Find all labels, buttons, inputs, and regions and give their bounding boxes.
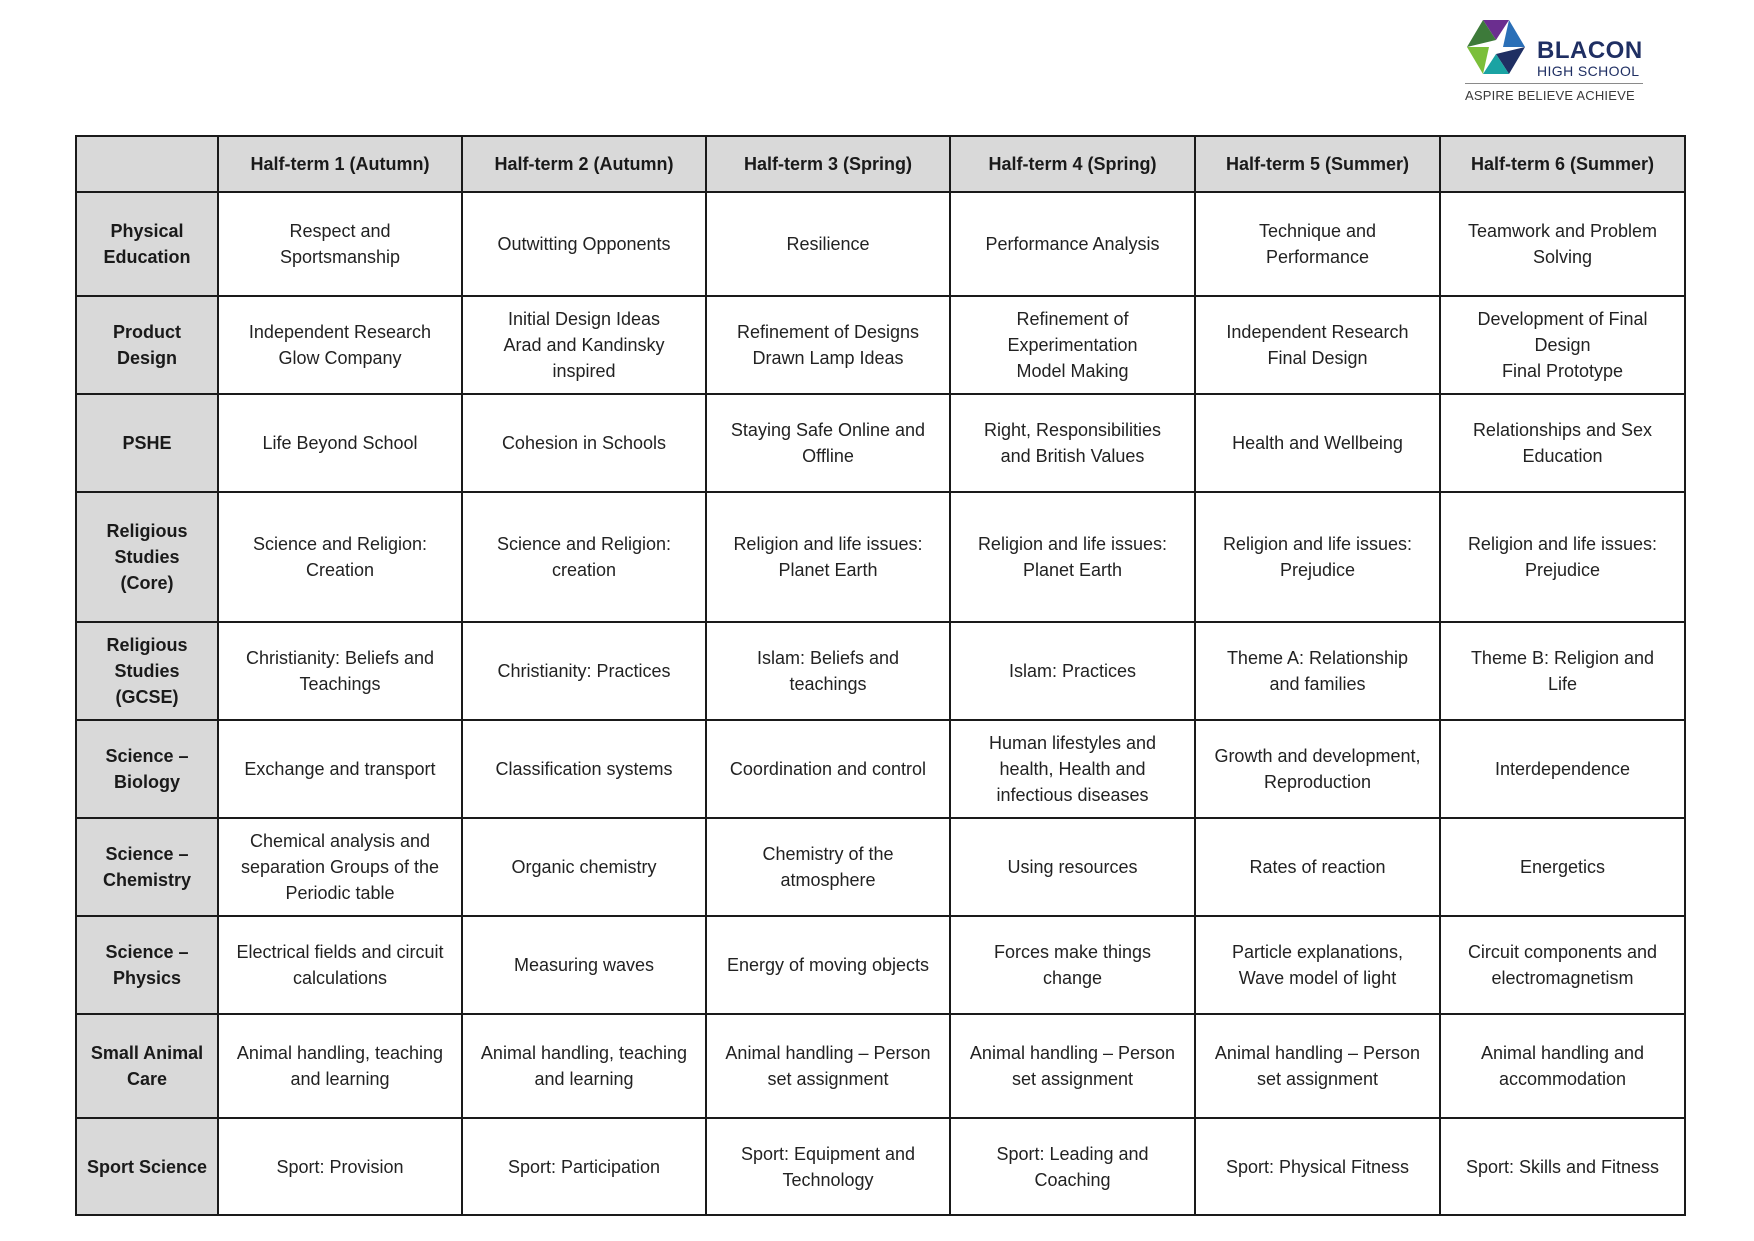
topic-cell: Relationships and Sex Education [1440, 394, 1685, 492]
header-half-term-4: Half-term 4 (Spring) [950, 136, 1195, 192]
topic-cell: Classification systems [462, 720, 706, 818]
table-row [76, 296, 1685, 394]
subject-label: Physical Education [76, 192, 218, 296]
school-logo [1465, 18, 1645, 108]
topic-cell: Religion and life issues: Prejudice [1440, 492, 1685, 622]
topic-cell: Growth and development, Reproduction [1195, 720, 1440, 818]
topic-cell: Religion and life issues: Prejudice [1195, 492, 1440, 622]
topic-cell: Animal handling – Person set assignment [706, 1014, 950, 1118]
topic-cell: Teamwork and Problem Solving [1440, 192, 1685, 296]
topic-cell: Animal handling – Person set assignment [950, 1014, 1195, 1118]
subject-label: Science – Chemistry [76, 818, 218, 916]
subject-label: Religious Studies (Core) [76, 492, 218, 622]
topic-cell: Chemical analysis and separation Groups of the Periodic table [218, 818, 462, 916]
topic-cell: Science and Religion: Creation [218, 492, 462, 622]
subject-label: Product Design [76, 296, 218, 394]
header-half-term-1: Half-term 1 (Autumn) [218, 136, 462, 192]
subject-label: Small Animal Care [76, 1014, 218, 1118]
subject-label: Science – Biology [76, 720, 218, 818]
topic-cell: Human lifestyles and health, Health and infectious diseases [950, 720, 1195, 818]
topic-cell: Measuring waves [462, 916, 706, 1014]
subject-label: Religious Studies (GCSE) [76, 622, 218, 720]
table-row [76, 492, 1685, 622]
topic-cell: Chemistry of the atmosphere [706, 818, 950, 916]
topic-cell: Sport: Provision [218, 1118, 462, 1215]
topic-cell: Using resources [950, 818, 1195, 916]
topic-cell: Sport: Skills and Fitness [1440, 1118, 1685, 1215]
topic-cell: Islam: Practices [950, 622, 1195, 720]
topic-cell: Initial Design Ideas Arad and Kandinsky inspired [462, 296, 706, 394]
topic-cell: Technique and Performance [1195, 192, 1440, 296]
topic-cell: Animal handling, teaching and learning [218, 1014, 462, 1118]
table-row [76, 192, 1685, 296]
topic-cell: Resilience [706, 192, 950, 296]
topic-cell: Theme B: Religion and Life [1440, 622, 1685, 720]
header-half-term-6: Half-term 6 (Summer) [1440, 136, 1685, 192]
topic-cell: Animal handling and accommodation [1440, 1014, 1685, 1118]
topic-cell: Forces make things change [950, 916, 1195, 1014]
topic-cell: Health and Wellbeing [1195, 394, 1440, 492]
topic-cell: Electrical fields and circuit calculations [218, 916, 462, 1014]
table-row [76, 1118, 1685, 1215]
topic-cell: Energetics [1440, 818, 1685, 916]
topic-cell: Rates of reaction [1195, 818, 1440, 916]
topic-cell: Respect and Sportsmanship [218, 192, 462, 296]
topic-cell: Cohesion in Schools [462, 394, 706, 492]
table-row [76, 622, 1685, 720]
topic-cell: Science and Religion: creation [462, 492, 706, 622]
table-row [76, 1014, 1685, 1118]
topic-cell: Circuit components and electromagnetism [1440, 916, 1685, 1014]
topic-cell: Exchange and transport [218, 720, 462, 818]
topic-cell: Religion and life issues: Planet Earth [950, 492, 1195, 622]
header-half-term-2: Half-term 2 (Autumn) [462, 136, 706, 192]
topic-cell: Refinement of Experimentation Model Making [950, 296, 1195, 394]
topic-cell: Development of Final Design Final Prototype [1440, 296, 1685, 394]
topic-cell: Performance Analysis [950, 192, 1195, 296]
topic-cell: Right, Responsibilities and British Values [950, 394, 1195, 492]
topic-cell: Islam: Beliefs and teachings [706, 622, 950, 720]
topic-cell: Refinement of Designs Drawn Lamp Ideas [706, 296, 950, 394]
topic-cell: Sport: Leading and Coaching [950, 1118, 1195, 1215]
hexagon-logo-icon [1465, 18, 1527, 76]
school-name: BLACON [1537, 37, 1643, 64]
topic-cell: Independent Research Glow Company [218, 296, 462, 394]
subject-label: Science – Physics [76, 916, 218, 1014]
topic-cell: Christianity: Beliefs and Teachings [218, 622, 462, 720]
subject-label: PSHE [76, 394, 218, 492]
topic-cell: Sport: Participation [462, 1118, 706, 1215]
table-row [76, 720, 1685, 818]
topic-cell: Coordination and control [706, 720, 950, 818]
school-tagline: ASPIRE BELIEVE ACHIEVE [1465, 88, 1635, 103]
corner-cell [76, 136, 218, 192]
topic-cell: Theme A: Relationship and families [1195, 622, 1440, 720]
table-row [76, 818, 1685, 916]
header-half-term-3: Half-term 3 (Spring) [706, 136, 950, 192]
topic-cell: Animal handling, teaching and learning [462, 1014, 706, 1118]
topic-cell: Life Beyond School [218, 394, 462, 492]
topic-cell: Particle explanations, Wave model of light [1195, 916, 1440, 1014]
table-row [76, 394, 1685, 492]
topic-cell: Energy of moving objects [706, 916, 950, 1014]
topic-cell: Staying Safe Online and Offline [706, 394, 950, 492]
logo-divider [1465, 83, 1643, 84]
header-row [76, 136, 1685, 192]
table-row [76, 916, 1685, 1014]
topic-cell: Sport: Physical Fitness [1195, 1118, 1440, 1215]
topic-cell: Animal handling – Person set assignment [1195, 1014, 1440, 1118]
topic-cell: Religion and life issues: Planet Earth [706, 492, 950, 622]
header-half-term-5: Half-term 5 (Summer) [1195, 136, 1440, 192]
topic-cell: Interdependence [1440, 720, 1685, 818]
subject-label: Sport Science [76, 1118, 218, 1215]
topic-cell: Christianity: Practices [462, 622, 706, 720]
topic-cell: Organic chemistry [462, 818, 706, 916]
school-subtitle: HIGH SCHOOL [1537, 63, 1640, 79]
curriculum-table [75, 135, 1686, 1216]
topic-cell: Independent Research Final Design [1195, 296, 1440, 394]
topic-cell: Outwitting Opponents [462, 192, 706, 296]
topic-cell: Sport: Equipment and Technology [706, 1118, 950, 1215]
